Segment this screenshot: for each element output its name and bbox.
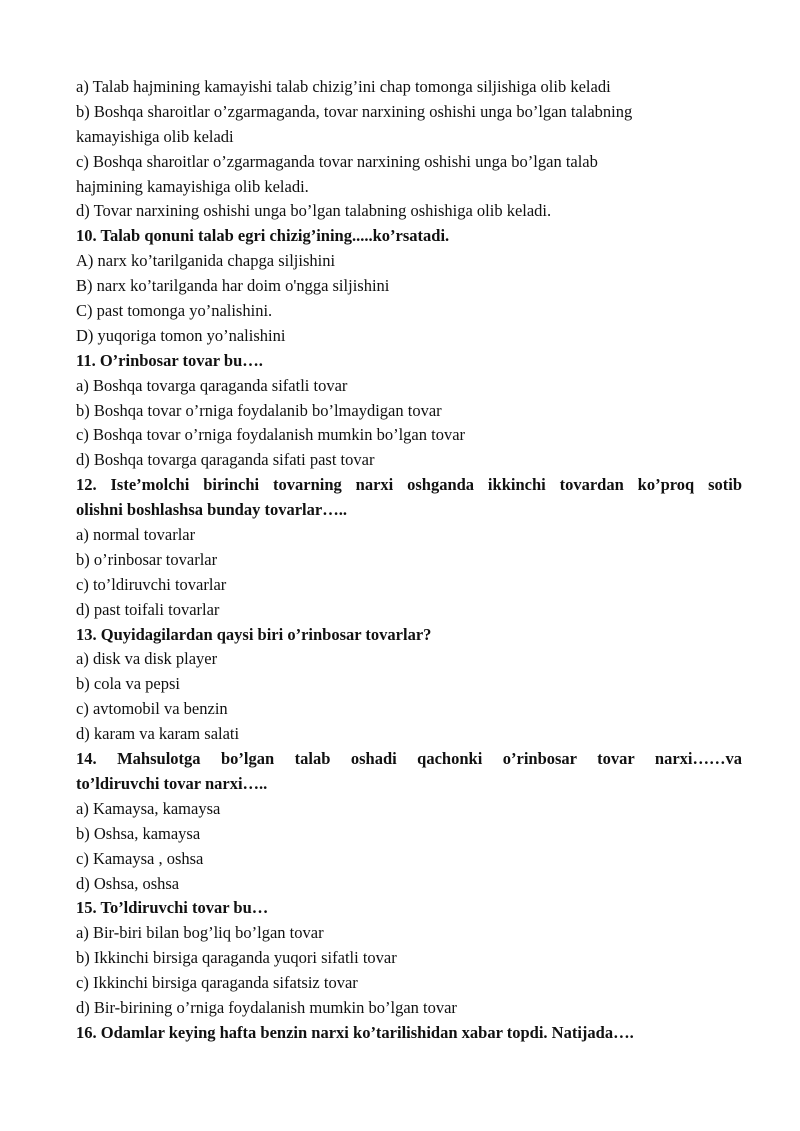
answer-option-line: d) past toifali tovarlar	[76, 599, 220, 619]
answer-option-line: c) Kamaysa , oshsa	[76, 848, 204, 868]
answer-option-line: d) karam va karam salati	[76, 724, 240, 744]
answer-option-line: A) narx ko’tarilganida chapga siljishini	[76, 251, 336, 271]
question-line: to’ldiruvchi tovar narxi…..	[76, 773, 268, 793]
quiz-text	[76, 75, 742, 1046]
answer-option-line: b) cola va pepsi	[76, 674, 181, 694]
answer-option-line: kamayishiga olib keladi	[76, 126, 234, 146]
answer-option-line: c) Boshqa sharoitlar o’zgarmaganda tovar narxining oshishi unga bo’lgan talab	[76, 151, 598, 171]
answer-option-line: a) Talab hajmining kamayishi talab chizig’ini chap tomonga siljishiga olib keladi	[76, 77, 611, 96]
answer-option-line: c) to’ldiruvchi tovarlar	[76, 574, 227, 594]
answer-option-line: a) Bir-biri bilan bog’liq bo’lgan tovar	[76, 923, 324, 943]
answer-option-line: hajmining kamayishiga olib keladi.	[76, 176, 309, 196]
question-line: 12. Iste’molchi birinchi tovarning narxi oshganda ikkinchi tovardan ko’proq sotib	[76, 475, 742, 495]
answer-option-line: b) Ikkinchi birsiga qaraganda yuqori sifatli tovar	[76, 948, 397, 968]
answer-option-line: d) Oshsa, oshsa	[76, 873, 180, 893]
answer-option-line: a) Boshqa tovarga qaraganda sifatli tovar	[76, 375, 348, 395]
question-line: 11. O’rinbosar tovar bu….	[76, 350, 263, 370]
answer-option-line: b) o’rinbosar tovarlar	[76, 549, 218, 569]
answer-option-line: b) Boshqa sharoitlar o’zgarmaganda, tovar narxining oshishi unga bo’lgan talabning	[76, 101, 633, 121]
question-line: 16. Odamlar keying hafta benzin narxi ko’tarilishidan xabar topdi. Natijada….	[76, 1022, 634, 1042]
answer-option-line: b) Oshsa, kamaysa	[76, 823, 201, 843]
answer-option-line: a) normal tovarlar	[76, 525, 196, 545]
answer-option-line: c) Boshqa tovar o’rniga foydalanish mumkin bo’lgan tovar	[76, 425, 466, 445]
answer-option-line: D) yuqoriga tomon yo’nalishini	[76, 325, 286, 345]
answer-option-line: B) narx ko’tarilganda har doim o'ngga siljishini	[76, 276, 390, 296]
answer-option-line: c) avtomobil va benzin	[76, 699, 228, 719]
question-line: 13. Quyidagilardan qaysi biri o’rinbosar tovarlar?	[76, 624, 432, 644]
answer-option-line: a) disk va disk player	[76, 649, 218, 669]
question-line: 14. Mahsulotga bo’lgan talab oshadi qachonki o’rinbosar tovar narxi……va	[76, 749, 742, 769]
answer-option-line: d) Bir-birining o’rniga foydalanish mumkin bo’lgan tovar	[76, 997, 457, 1017]
answer-option-line: c) Ikkinchi birsiga qaraganda sifatsiz tovar	[76, 973, 358, 993]
question-line: 10. Talab qonuni talab egri chizig’ining.....ko’rsatadi.	[76, 226, 450, 246]
answer-option-line: C) past tomonga yo’nalishini.	[76, 301, 273, 321]
answer-option-line: d) Tovar narxining oshishi unga bo’lgan talabning oshishiga olib keladi.	[76, 201, 552, 221]
answer-option-line: d) Boshqa tovarga qaraganda sifati past tovar	[76, 450, 375, 470]
answer-option-line: b) Boshqa tovar o’rniga foydalanib bo’lmaydigan tovar	[76, 400, 442, 420]
question-line: olishni boshlashsa bunday tovarlar…..	[76, 500, 347, 520]
answer-option-line: a) Kamaysa, kamaysa	[76, 798, 221, 818]
question-line: 15. To’ldiruvchi tovar bu…	[76, 898, 269, 918]
